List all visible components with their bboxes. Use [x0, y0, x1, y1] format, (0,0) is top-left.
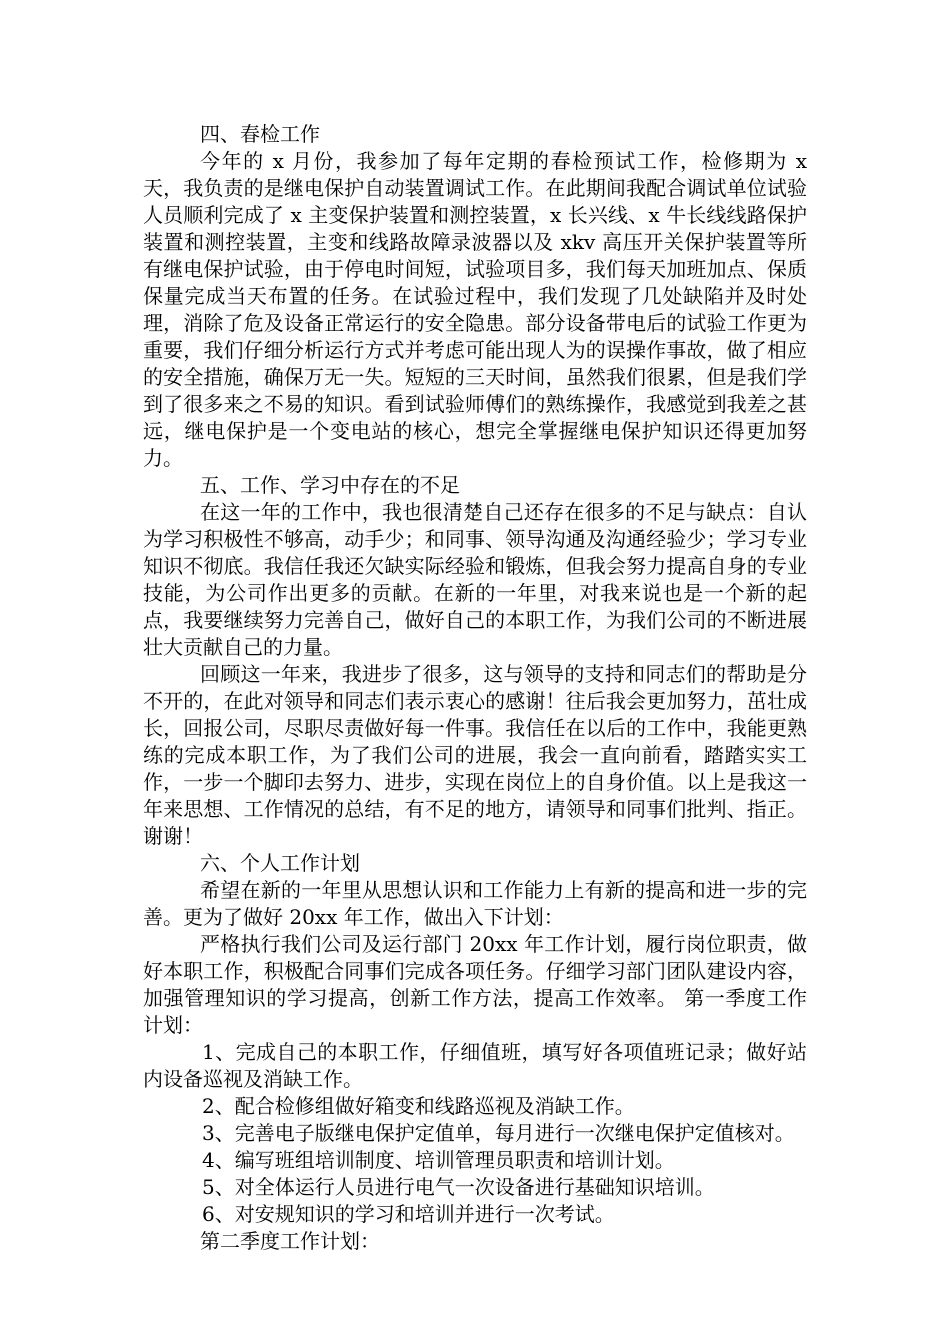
document-page: [143, 121, 807, 1255]
shortcomings-paragraph: 在这一年的工作中，我也很清楚自己还存在很多的不足与缺点：自认为学习积极性不够高，动手少；和同事、领导沟通及沟通经验少；学习专业知识不彻底。我信任我还欠缺实际经验和锻炼，但我会努力提高自身的专业技能，为公司作出更多的贡献。在新的一年里，对我来说也是一个新的起点，我要继续努力完善自己，做好自己的本职工作，为我们公司的不断进展壮大贡献自己的力量。: [143, 500, 807, 659]
plan-item: 5、对全体运行人员进行电气一次设备进行基础知识培训。: [202, 1175, 715, 1199]
section-heading-spring-inspection: 四、春检工作: [200, 122, 320, 146]
plan-item: 4、编写班组培训制度、培训管理员职责和培训计划。: [202, 1148, 675, 1172]
plan-item: 6、对安规知识的学习和培训并进行一次考试。: [202, 1202, 615, 1226]
section-heading-shortcomings: 五、工作、学习中存在的不足: [200, 473, 460, 497]
work-plan-intro-paragraph: 希望在新的一年里从思想认识和工作能力上有新的提高和进一步的完善。更为了做好 20xx 年工作，做出入下计划：: [143, 878, 807, 929]
section-heading-work-plan: 六、个人工作计划: [200, 851, 360, 875]
q2-plan-heading: 第二季度工作计划：: [200, 1229, 380, 1253]
plan-item: 1、完成自己的本职工作，仔细值班，填写好各项值班记录；做好站内设备巡视及消缺工作。: [143, 1040, 807, 1091]
work-plan-detail-paragraph: 严格执行我们公司及运行部门 20xx 年工作计划，履行岗位职责，做好本职工作，积极配合同事们完成各项任务。仔细学习部门团队建设内容，加强管理知识的学习提高，创新工作方法，提高工作效率。 第一季度工作计划：: [143, 932, 807, 1037]
plan-item: 2、配合检修组做好箱变和线路巡视及消缺工作。: [202, 1094, 635, 1118]
plan-item: 3、完善电子版继电保护定值单，每月进行一次继电保护定值核对。: [202, 1121, 795, 1145]
review-paragraph: 回顾这一年来，我进步了很多，这与领导的支持和同志们的帮助是分不开的，在此对领导和同志们表示衷心的感谢！往后我会更加努力，茁壮成长，回报公司，尽职尽责做好每一件事。我信任在以后的工作中，我能更熟练的完成本职工作，为了我们公司的进展，我会一直向前看，踏踏实实工作，一步一个脚印去努力、进步，实现在岗位上的自身价值。以上是我这一年来思想、工作情况的总结，有不足的地方，请领导和同事们批判、指正。谢谢！: [143, 662, 807, 848]
spring-inspection-paragraph: 今年的 x 月份，我参加了每年定期的春检预试工作，检修期为 x 天，我负责的是继电保护自动装置调试工作。在此期间我配合调试单位试验人员顺利完成了 x 主变保护装置和测控装置，x 长兴线、x 牛长线线路保护装置和测控装置，主变和线路故障录波器以及 xkv 高压开关保护装置等所有继电保护试验，由于停电时间短，试验项目多，我们每天加班加点、保质保量完成当天布置的任务。在试验过程中，我们发现了几处缺陷并及时处理，消除了危及设备正常运行的安全隐患。部分设备带电后的试验工作更为重要，我们仔细分析运行方式并考虑可能出现人为的误操作事故，做了相应的安全措施，确保万无一失。短短的三天时间，虽然我们很累，但是我们学到了很多来之不易的知识。看到试验师傅们的熟练操作，我感觉到我差之甚远，继电保护是一个变电站的核心，想完全掌握继电保护知识还得更加努力。: [143, 149, 807, 470]
